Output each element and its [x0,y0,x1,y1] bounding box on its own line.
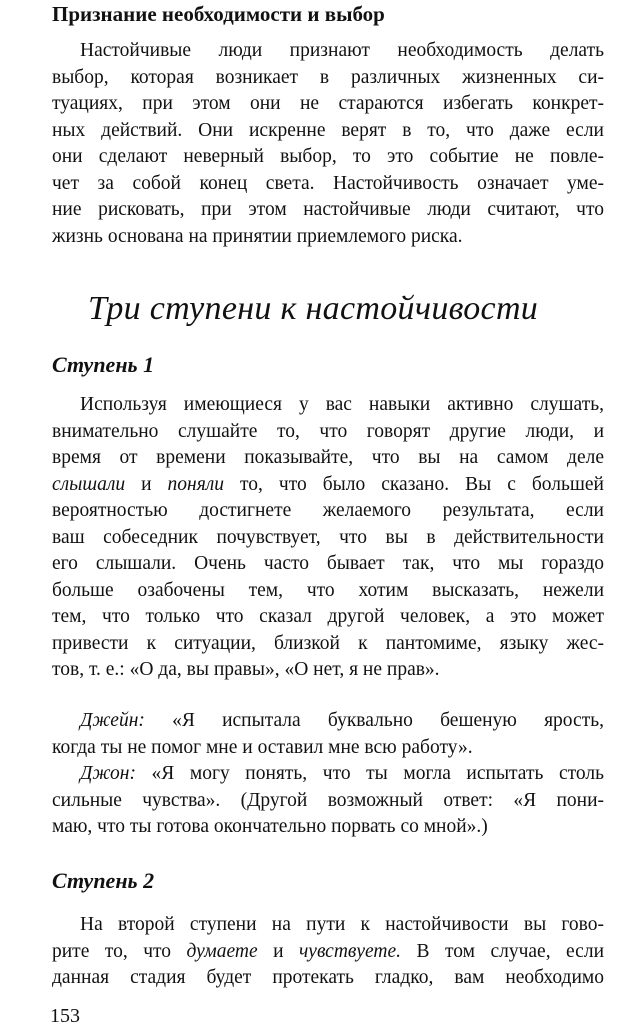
text-line: жизнь основана на принятии приемлемого риска. [52,225,463,247]
emphasis: поняли [167,473,225,495]
text-fragment: «Я испытала буквально бешеную ярость, [144,710,604,731]
text-line: время от времени показывайте, что вы на самом деле [52,447,604,468]
text-line [52,708,604,735]
text-line: туациях, при этом они не стараются избегать конкрет- [52,93,604,114]
step2-heading: Ступень 2 [52,868,155,893]
emphasis: чувствуете. [299,940,402,962]
text-line: они сделают неверный выбор, то это событие не повле- [52,146,604,167]
text-line: вероятностью достигнете желаемого результата, если [52,500,604,521]
speaker-name: Джон: [80,763,136,784]
paragraph-choice [52,38,604,250]
speaker-name: Джейн: [80,710,145,731]
section-heading: Признание необходимости и выбор [52,2,385,26]
emphasis: думаете [186,940,258,962]
dialog-block [52,708,604,841]
text-line: выбор, которая возникает в различных жизненных си- [52,66,604,88]
text-line: ных действий. Они искренне верят в то, что даже если [52,119,604,141]
text-fragment: В том случае, если [401,940,605,962]
text-line: сильные чувства». (Другой возможный ответ: «Я пони- [52,789,604,811]
text-line: привести к ситуации, близкой к пантомиме, языку жес- [52,632,604,654]
text-fragment: то, что было сказано. Вы с большей [224,473,604,495]
text-line: тем, что только что сказал другой человек, а это может [52,606,604,627]
text-line [52,472,604,499]
text-line: его слышали. Очень часто бывает так, что мы гораздо [52,553,604,574]
text-line: ваш собеседник почувствует, что вы в действительности [52,526,604,548]
paragraph-step2 [52,912,604,992]
page-number: 153 [50,1005,80,1027]
text-line: чет за собой конец света. Настойчивость означает уме- [52,172,604,194]
text-line: больше озабочены тем, что хотим высказать, нежели [52,579,604,601]
text-line: ние рисковать, при этом настойчивые люди считают, что [52,199,604,220]
paragraph-step1 [52,392,604,684]
text-fragment: «Я могу понять, что ты могла испытать столь [135,763,604,784]
text-line [52,939,604,966]
text-line: тов, т. е.: «О да, вы правы», «О нет, я не прав». [52,659,440,680]
text-line: Используя имеющиеся у вас навыки активно слушать, [80,394,604,415]
text-line: внимательно слушайте то, что говорят другие люди, и [52,420,604,442]
text-line: маю, что ты готова окончательно порвать со мной».) [52,816,488,837]
text-fragment: и [125,473,168,495]
step1-heading: Ступень 1 [52,352,155,377]
text-fragment: и [257,940,299,962]
text-fragment: рите то, что [52,940,187,962]
text-line: Настойчивые люди признают необходимость делать [80,40,604,61]
emphasis: слышали [52,473,126,495]
text-line: когда ты не помог мне и оставил мне всю работу». [52,736,473,758]
chapter-title: Три ступени к настойчивости [88,290,539,327]
text-line: данная стадия будет протекать гладко, вам необходимо [52,967,604,988]
text-line [52,761,604,788]
text-line: На второй ступени на пути к настойчивости вы гово- [80,914,604,935]
